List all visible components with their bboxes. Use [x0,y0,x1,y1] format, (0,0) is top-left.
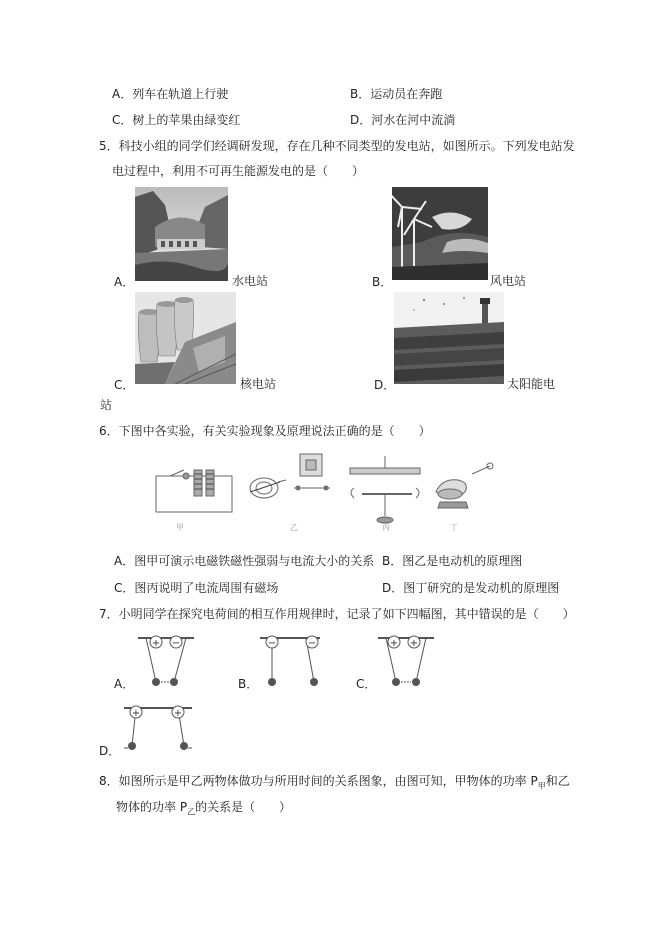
q6-option-a[interactable]: A．图甲可演示电磁铁磁性强弱与电流大小的关系 [114,554,375,568]
q8-stem-line2-text: 物体的功率 P [116,800,188,814]
q8-stem-line1-end: 和乙 [545,774,570,788]
q7-figure-c [376,632,436,694]
q7-d-charge-left: + [131,708,141,719]
fig-label-yi: 乙 [290,523,298,532]
p-jia-subscript: 甲 [537,781,546,791]
q8-stem-line1-text: 8．如图所示是甲乙两物体做功与所用时间的关系图象，由图可知，甲物体的功率 P [99,774,538,788]
q6-stem: 6．下图中各实验，有关实验现象及原理说法正确的是（ ） [99,424,431,438]
q7-a-charge-left: + [151,638,161,649]
q5-option-d-prefix[interactable]: D． [374,378,396,392]
q6-option-d[interactable]: D．图丁研究的是发动机的原理图 [382,581,560,595]
q6-option-c[interactable]: C．图丙说明了电流周围有磁场 [114,581,279,595]
fig-label-jia: 甲 [176,523,184,532]
q7-b-charge-right: − [307,638,317,649]
q5-option-a-label[interactable]: 水电站 [232,274,269,288]
q7-b-charge-left: − [267,638,277,649]
p-yi-subscript: 乙 [187,807,196,817]
q7-option-a[interactable]: A． [114,677,135,691]
figure-yi [250,478,286,498]
q7-d-charge-right: + [173,708,183,719]
q5-stem-line2: 电过程中，利用不可再生能源发电的是（ ） [112,164,365,178]
q6-experiment-figures [150,452,520,534]
q5-option-c-prefix[interactable]: C． [114,378,135,392]
q7-c-charge-right: + [409,638,419,649]
q5-option-b-prefix[interactable]: B． [372,275,393,289]
figure-wu [436,463,493,508]
q7-a-charge-right: − [171,638,181,649]
q7-option-b[interactable]: B． [238,677,259,691]
q7-stem: 7．小明同学在探究电荷间的相互作用规律时，记录了如下四幅图，其中错误的是（ ） [99,607,575,621]
q5-option-b-label[interactable]: 风电站 [490,274,527,288]
figure-bing [294,454,330,490]
q5-option-d-label-cont: 站 [100,398,113,412]
q4-option-d[interactable]: D．河水在河中流淌 [350,113,456,127]
q5-option-d-label[interactable]: 太阳能电 [507,377,556,391]
q4-option-c[interactable]: C．树上的苹果由绿变红 [112,113,241,127]
q5-stem-line1: 5．科技小组的同学们经调研发现，存在几种不同类型的发电站，如图所示。下列发电站发 [99,139,575,153]
q7-option-d[interactable]: D． [99,744,121,758]
q7-c-charge-left: + [389,638,399,649]
fig-label-bing: 丙 [382,523,390,532]
figure-jia [156,470,232,512]
q7-option-c[interactable]: C． [356,677,377,691]
figure-ding [350,456,420,523]
q7-figure-a [136,632,196,694]
nuclear-station-photo [135,292,236,384]
q7-figure-d [122,700,194,758]
q7-figure-b [258,632,322,694]
q8-stem-line1 [99,773,570,794]
q5-option-c-label[interactable]: 核电站 [240,377,277,391]
q8-stem-line2-end: 的关系是（ ） [195,800,292,814]
q6-option-b[interactable]: B．图乙是电动机的原理图 [382,554,523,568]
q4-option-a[interactable]: A．列车在轨道上行驶 [112,87,229,101]
solar-station-photo [394,292,504,384]
q8-stem-line2 [116,799,291,820]
fig-label-ding: 丁 [450,523,458,532]
q4-option-b[interactable]: B．运动员在奔跑 [350,87,443,101]
wind-station-photo [392,187,488,280]
hydro-station-photo [135,187,228,281]
q5-option-a-prefix[interactable]: A． [114,275,135,289]
